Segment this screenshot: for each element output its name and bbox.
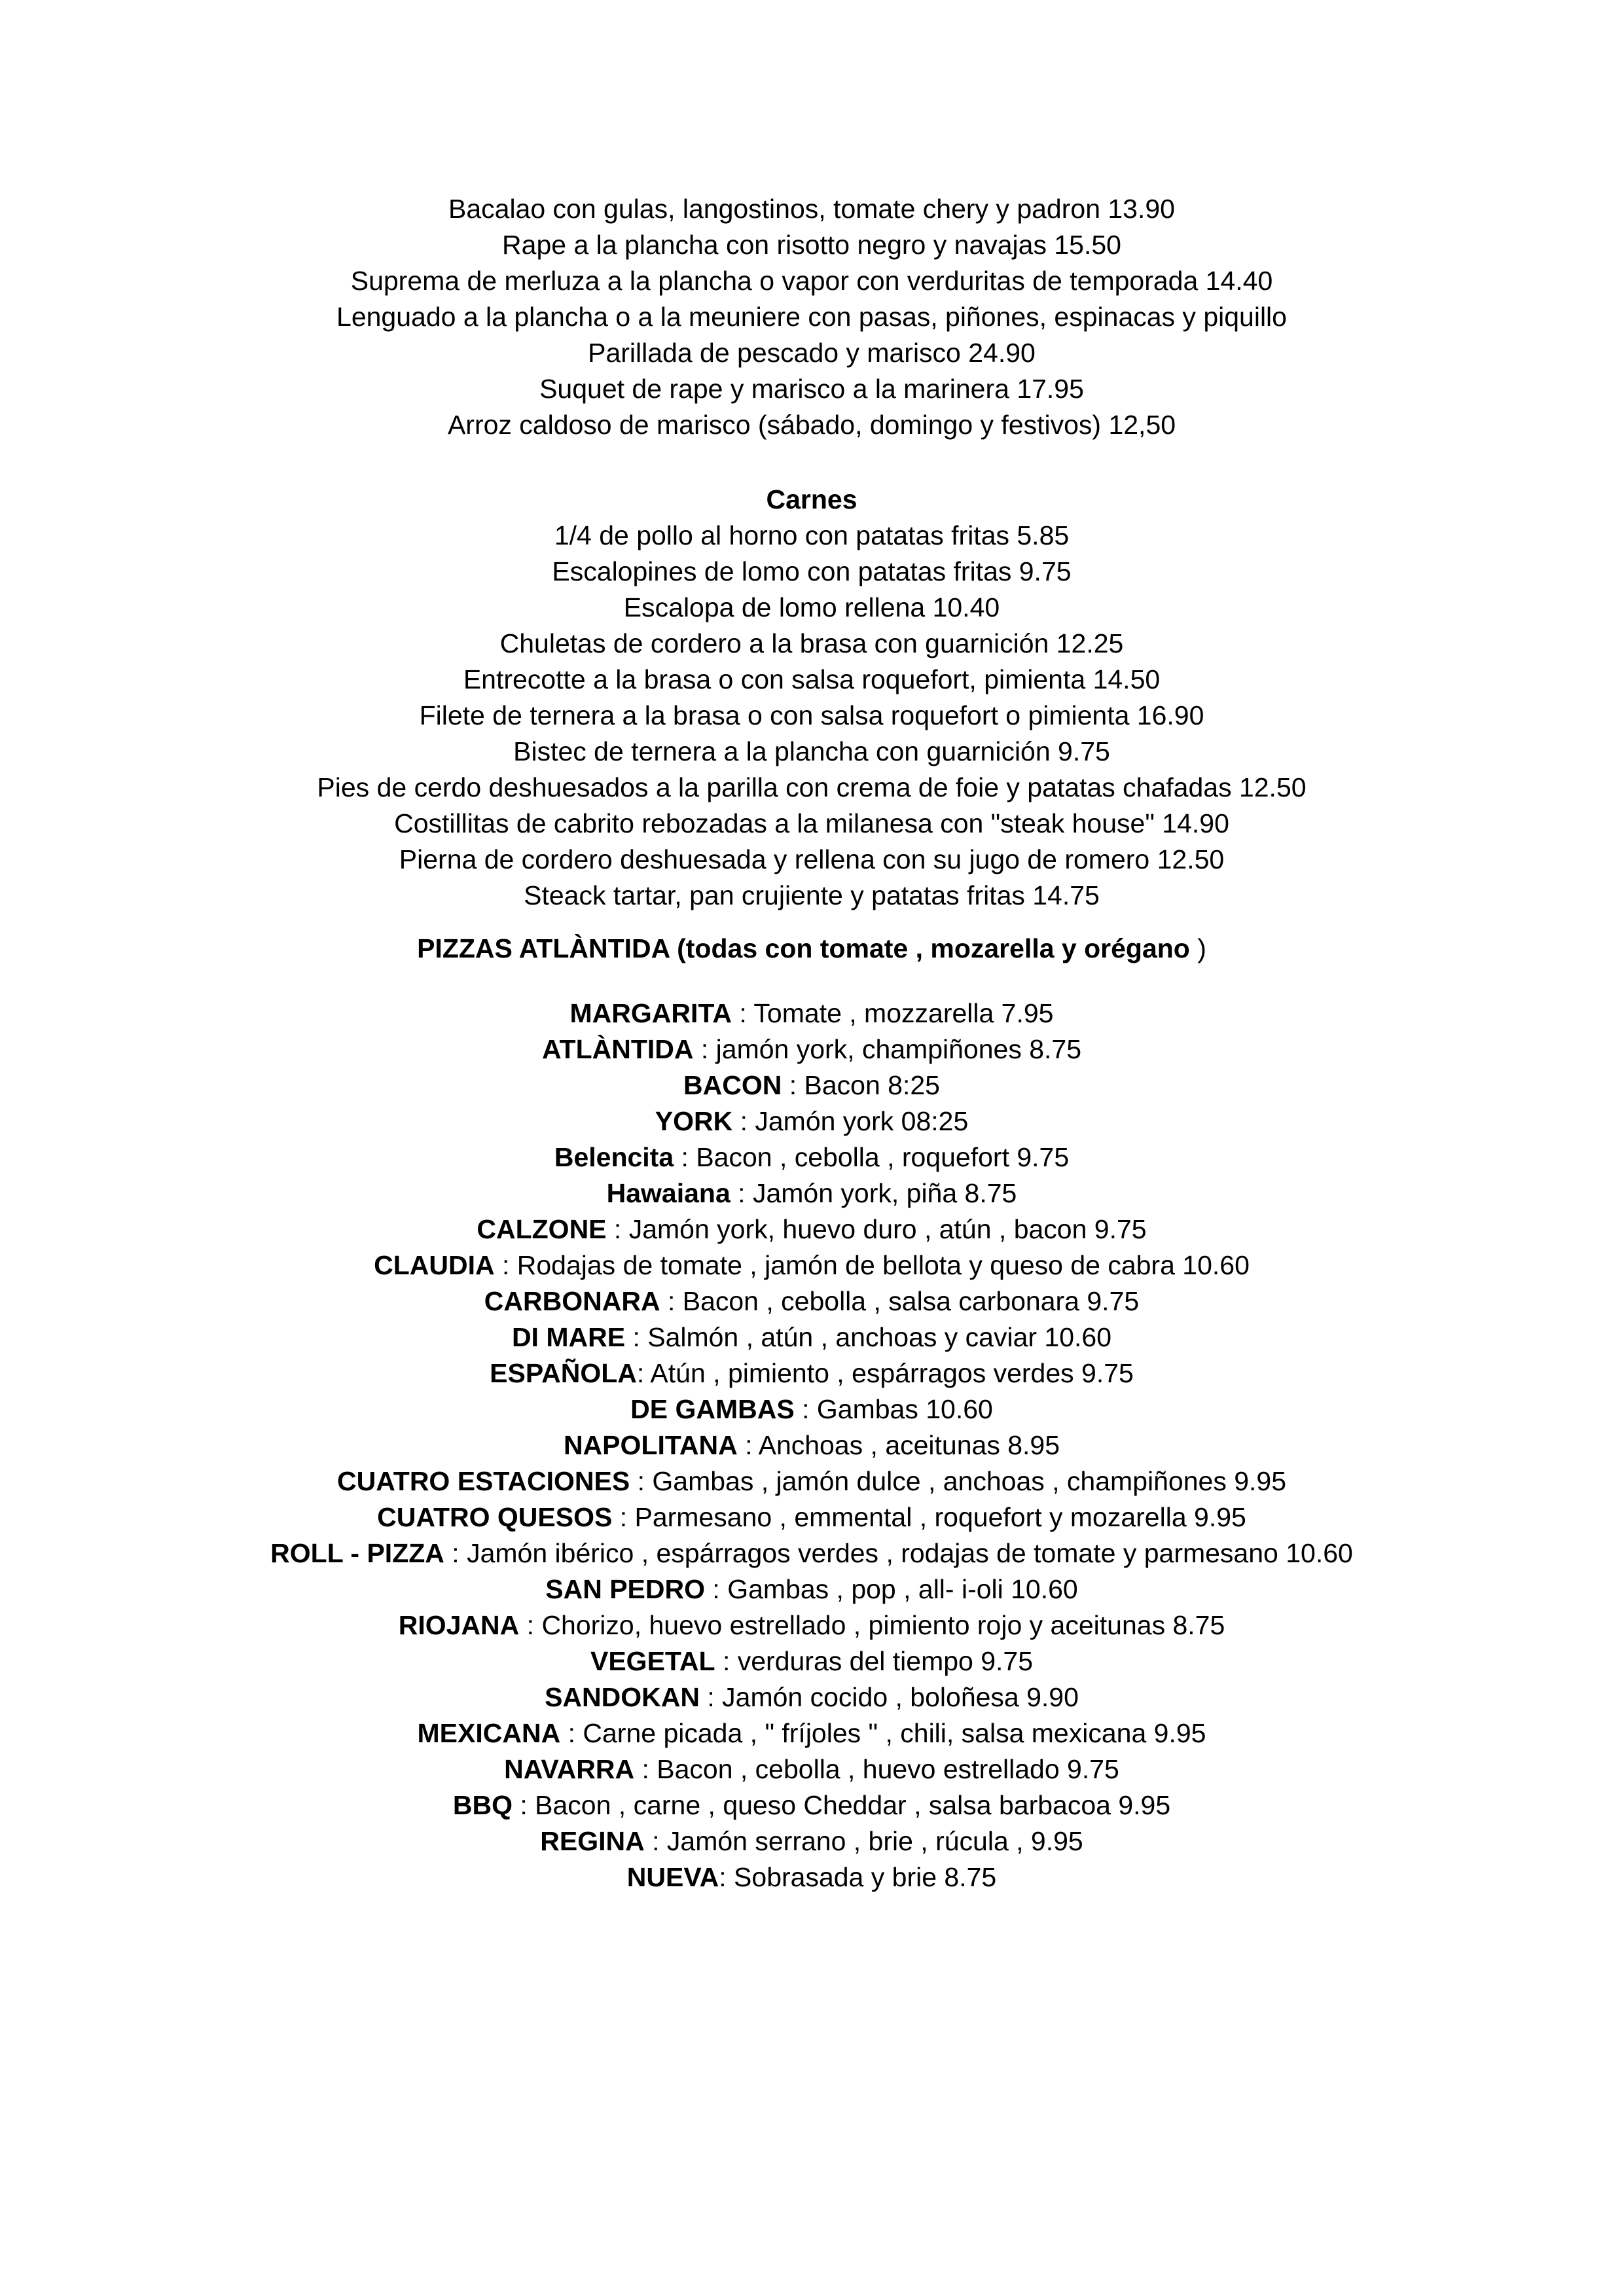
pizza-item	[223, 1823, 1401, 1859]
pizza-name: DE GAMBAS	[630, 1394, 795, 1424]
pizza-item	[223, 1175, 1401, 1211]
pizza-heading-end: )	[1189, 933, 1206, 963]
pizza-desc: : Jamón york, huevo duro , atún , bacon 9.75	[606, 1214, 1147, 1244]
pizza-desc: : jamón york, champiñones 8.75	[693, 1034, 1082, 1064]
menu-item: Filete de ternera a la brasa o con salsa roquefort o pimienta 16.90	[419, 700, 1204, 730]
pizza-item	[223, 1031, 1401, 1067]
pizza-name: REGINA	[540, 1826, 645, 1856]
pizza-name: ROLL - PIZZA	[270, 1538, 444, 1568]
pizza-item	[223, 1535, 1401, 1571]
pizza-desc: : Bacon , carne , queso Cheddar , salsa barbacoa 9.95	[512, 1790, 1171, 1820]
menu-item: Entrecotte a la brasa o con salsa roquefort, pimienta 14.50	[463, 664, 1161, 694]
pizza-desc: : Rodajas de tomate , jamón de bellota y queso de cabra 10.60	[494, 1250, 1250, 1280]
pizza-name: BBQ	[452, 1790, 513, 1820]
pizza-name: CUATRO QUESOS	[377, 1502, 613, 1532]
pizza-name: CALZONE	[477, 1214, 607, 1244]
pizza-desc: : Bacon , cebolla , roquefort 9.75	[674, 1142, 1070, 1172]
menu-item: Pies de cerdo deshuesados a la parilla con crema de foie y patatas chafadas 12.50	[317, 772, 1307, 802]
pizza-item	[223, 1571, 1401, 1607]
meat-section-title: Carnes	[766, 484, 857, 514]
pizza-item	[223, 1319, 1401, 1355]
menu-item: Escalopines de lomo con patatas fritas 9.75	[552, 556, 1072, 586]
pizza-name: BACON	[683, 1070, 782, 1100]
pizza-desc: : Bacon 8:25	[782, 1070, 940, 1100]
pizza-item	[223, 1391, 1401, 1427]
pizza-item	[223, 1283, 1401, 1319]
pizza-name: RIOJANA	[398, 1610, 520, 1640]
pizza-desc: : Gambas 10.60	[794, 1394, 993, 1424]
pizza-name: YORK	[655, 1106, 733, 1136]
pizza-item	[223, 1355, 1401, 1391]
pizza-desc: : Sobrasada y brie 8.75	[719, 1862, 997, 1892]
pizza-item	[223, 1139, 1401, 1175]
pizza-section-title	[223, 931, 1401, 967]
pizza-name: ESPAÑOLA	[490, 1358, 637, 1388]
meat-dishes-list	[223, 518, 1401, 914]
pizza-name: DI MARE	[511, 1322, 626, 1352]
menu-item: Bacalao con gulas, langostinos, tomate chery y padron 13.90	[448, 194, 1175, 224]
pizza-desc: : Jamón cocido , boloñesa 9.90	[699, 1682, 1079, 1712]
pizza-item	[223, 1499, 1401, 1535]
pizza-item	[223, 1463, 1401, 1499]
pizza-item	[223, 1715, 1401, 1751]
pizza-desc: : Bacon , cebolla , salsa carbonara 9.75	[660, 1286, 1140, 1316]
pizza-desc: : Parmesano , emmental , roquefort y mozarella 9.95	[612, 1502, 1246, 1532]
pizza-desc: : Jamón serrano , brie , rúcula , 9.95	[644, 1826, 1083, 1856]
pizza-desc: : Gambas , pop , all- i-oli 10.60	[705, 1574, 1078, 1604]
pizza-name: ATLÀNTIDA	[541, 1034, 694, 1064]
pizza-item	[223, 1211, 1401, 1247]
pizza-desc: : verduras del tiempo 9.75	[715, 1646, 1034, 1676]
pizza-item	[223, 1679, 1401, 1715]
pizza-item	[223, 1067, 1401, 1103]
pizza-item	[223, 1103, 1401, 1139]
pizza-name: SANDOKAN	[545, 1682, 700, 1712]
pizza-item	[223, 1247, 1401, 1283]
pizza-item	[223, 1643, 1401, 1679]
pizza-desc: : Jamón york 08:25	[732, 1106, 969, 1136]
pizza-name: NAVARRA	[504, 1754, 635, 1784]
menu-item: Chuletas de cordero a la brasa con guarnición 12.25	[499, 628, 1124, 658]
pizza-name: Hawaiana	[606, 1178, 731, 1208]
menu-item: Rape a la plancha con risotto negro y navajas 15.50	[502, 230, 1121, 260]
pizza-name: Belencita	[554, 1142, 674, 1172]
menu-item: Bistec de ternera a la plancha con guarnición 9.75	[513, 736, 1110, 766]
pizza-item	[223, 1607, 1401, 1643]
pizza-name: NUEVA	[626, 1862, 719, 1892]
pizza-list	[223, 996, 1401, 1895]
fish-dishes-list	[223, 191, 1401, 443]
pizza-desc: : Chorizo, huevo estrellado , pimiento rojo y aceitunas 8.75	[519, 1610, 1225, 1640]
pizza-item	[223, 1787, 1401, 1823]
menu-item: Arroz caldoso de marisco (sábado, domingo y festivos) 12,50	[447, 410, 1176, 440]
menu-item: Escalopa de lomo rellena 10.40	[623, 592, 1000, 622]
pizza-desc: : Bacon , cebolla , huevo estrellado 9.75	[634, 1754, 1119, 1784]
pizza-item	[223, 1859, 1401, 1895]
pizza-desc: : Carne picada , " fríjoles " , chili, salsa mexicana 9.95	[560, 1718, 1206, 1748]
menu-item: 1/4 de pollo al horno con patatas fritas 5.85	[554, 520, 1070, 550]
pizza-name: SAN PEDRO	[545, 1574, 706, 1604]
pizza-name: MEXICANA	[417, 1718, 561, 1748]
menu-item: Suprema de merluza a la plancha o vapor con verduritas de temporada 14.40	[350, 266, 1273, 296]
pizza-desc: : Salmón , atún , anchoas y caviar 10.60	[625, 1322, 1112, 1352]
pizza-item	[223, 1427, 1401, 1463]
pizza-name: VEGETAL	[590, 1646, 715, 1676]
pizza-desc: : Tomate , mozzarella 7.95	[732, 998, 1054, 1028]
menu-item: Pierna de cordero deshuesada y rellena con su jugo de romero 12.50	[399, 844, 1225, 874]
pizza-item	[223, 996, 1401, 1031]
pizza-desc: : Anchoas , aceitunas 8.95	[737, 1430, 1060, 1460]
pizza-desc: : Gambas , jamón dulce , anchoas , champiñones 9.95	[630, 1466, 1287, 1496]
menu-item: Suquet de rape y marisco a la marinera 17.95	[539, 374, 1084, 404]
pizza-desc: : Atún , pimiento , espárragos verdes 9.75	[636, 1358, 1134, 1388]
menu-item: Steack tartar, pan crujiente y patatas fritas 14.75	[524, 880, 1100, 910]
menu-item: Costillitas de cabrito rebozadas a la milanesa con "steak house" 14.90	[394, 808, 1229, 838]
menu-item: Parillada de pescado y marisco 24.90	[588, 338, 1036, 368]
pizza-item	[223, 1751, 1401, 1787]
pizza-name: CLAUDIA	[374, 1250, 495, 1280]
pizza-name: CARBONARA	[484, 1286, 660, 1316]
pizza-name: MARGARITA	[569, 998, 732, 1028]
menu-item: Lenguado a la plancha o a la meuniere con pasas, piñones, espinacas y piquillo	[336, 302, 1287, 332]
pizza-heading-bold: PIZZAS ATLÀNTIDA (todas con tomate , mozarella y orégano	[417, 933, 1190, 963]
pizza-name: CUATRO ESTACIONES	[336, 1466, 630, 1496]
pizza-desc: : Jamón ibérico , espárragos verdes , rodajas de tomate y parmesano 10.60	[444, 1538, 1353, 1568]
pizza-name: NAPOLITANA	[563, 1430, 738, 1460]
pizza-desc: : Jamón york, piña 8.75	[730, 1178, 1017, 1208]
